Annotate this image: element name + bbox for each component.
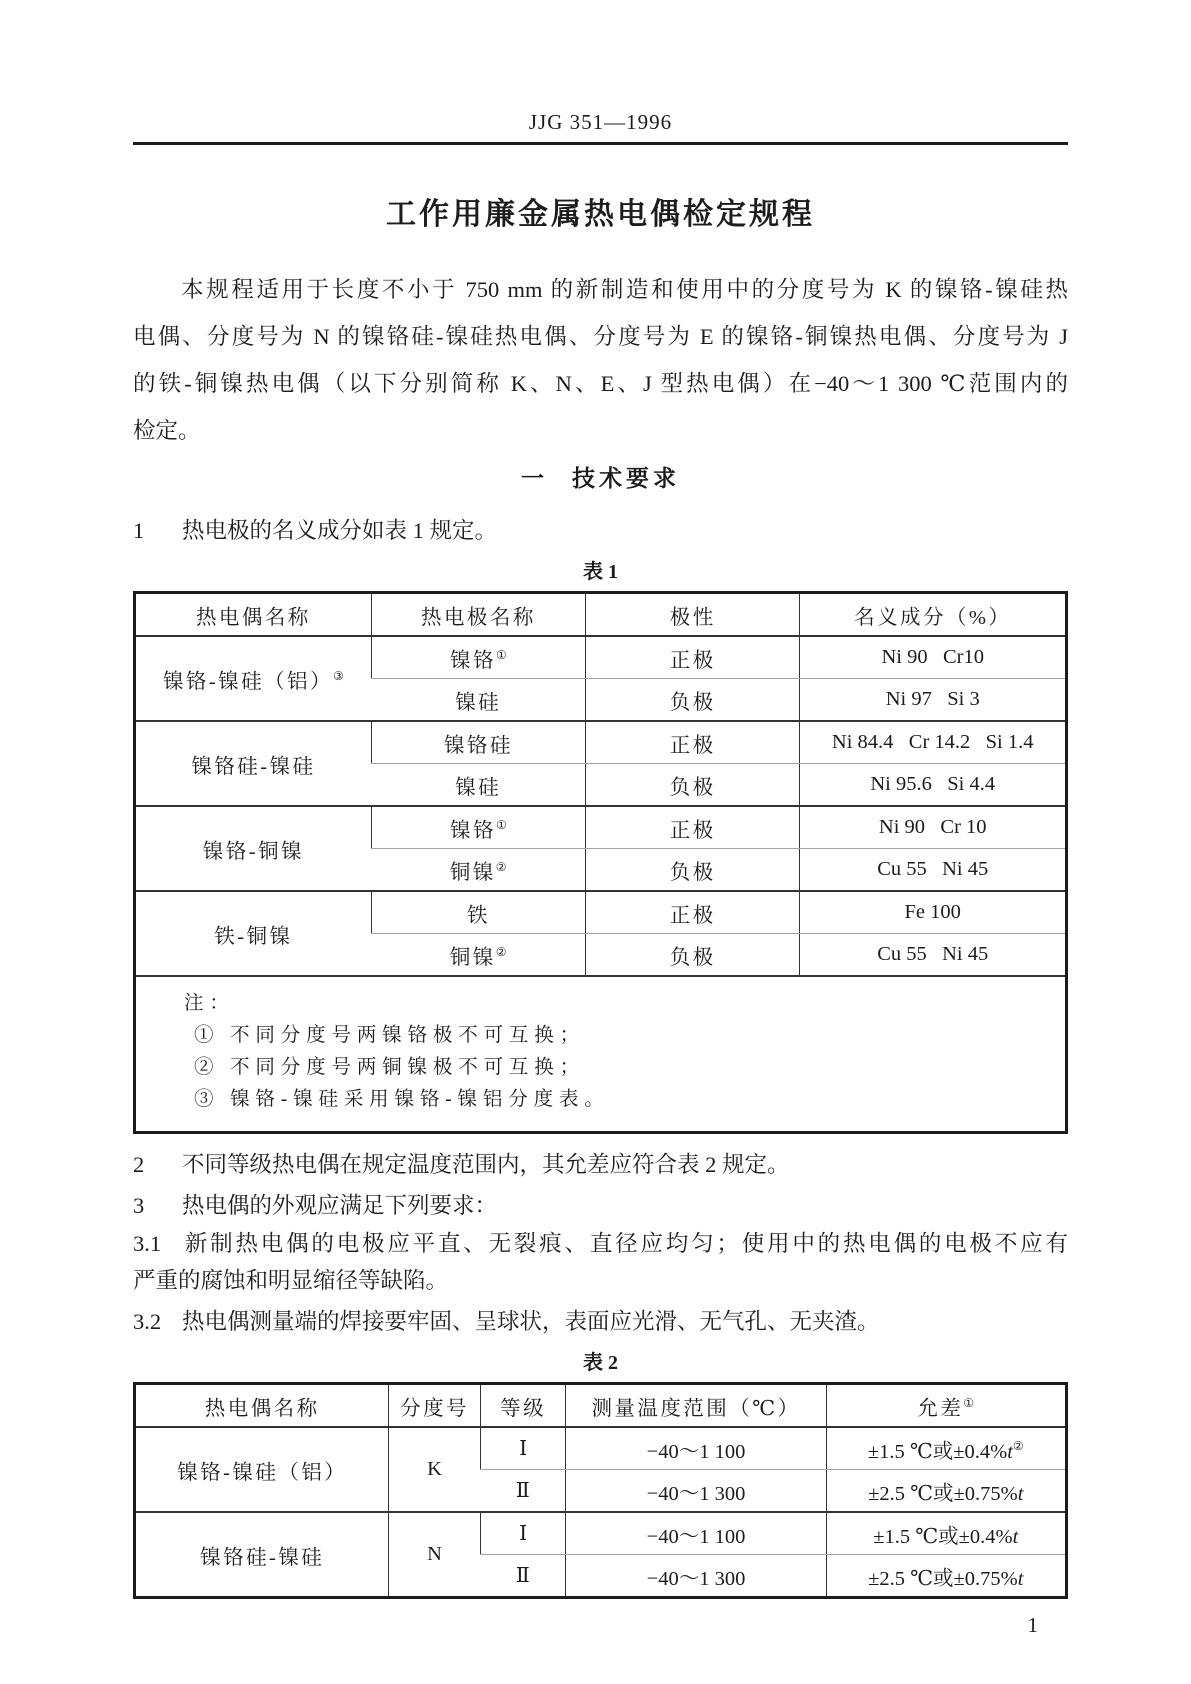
electrode-name: 铜镍 [449,861,496,884]
note-ref: ① [495,647,507,662]
electrode-name: 铁 [466,904,490,927]
tolerance-cell [826,1512,1067,1555]
polarity-cell: 正极 [586,891,800,934]
table-row [135,721,1067,764]
clause-number: 1 [133,518,145,543]
col-header-electrode-name: 热电极名称 [371,593,585,637]
composition-cell: Ni 97 Si 3 [800,679,1067,722]
thermocouple-name-cell [135,806,372,891]
electrode-name: 镍铬 [450,819,496,842]
clause-2 [133,1147,1068,1183]
electrode-name: 铜镍 [449,946,496,969]
thermocouple-name-cell: 镍铬硅-镍硅 [200,1546,325,1569]
electrode-cell [371,764,585,807]
table-1 [133,591,1068,1134]
thermocouple-name: 铁-铜镍 [214,925,293,948]
col-header-temperature-range: 测量温度范围（℃） [566,1384,826,1428]
intro-line: 检定。 [133,418,201,443]
grade-cell: Ⅱ [515,1565,530,1587]
col-header-tolerance [826,1384,1067,1428]
table-2 [133,1382,1068,1599]
table-row [135,1512,1067,1555]
tolerance-value: ±2.5 ℃或±0.75% [868,1567,1018,1590]
note-ref: ② [1012,1438,1024,1453]
clause-number: 3.2 [133,1309,162,1334]
clause-text: 热电极的名义成分如表 1 规定。 [182,518,498,543]
tolerance-cell [826,1427,1067,1470]
col-header-composition: 名义成分（%） [800,593,1067,637]
composition-cell: Ni 95.6 Si 4.4 [800,764,1067,807]
table-2-header-row [135,1384,1067,1428]
notes-label: 注： [184,993,235,1014]
grade-cell: Ⅰ [480,1427,566,1470]
electrode-name: 镍硅 [455,691,502,714]
col-header-grade: 等级 [480,1384,566,1428]
composition-cell: Cu 55 Ni 45 [800,849,1067,892]
table-1-header-row [135,593,1067,637]
tolerance-value: ±1.5 ℃或±0.4% [867,1440,1008,1463]
tolerance-label: 允差 [917,1397,964,1420]
electrode-cell [371,679,585,722]
tolerance-variable: t [1007,1440,1013,1463]
thermocouple-name-cell [135,891,372,976]
note-ref: ② [495,944,507,959]
table-row [135,636,1067,679]
tolerance-value: ±1.5 ℃或±0.4% [873,1525,1013,1548]
table-1-notes [135,976,1067,1133]
clause-text: 热电偶的外观应满足下列要求： [182,1193,498,1218]
electrode-cell [371,849,585,892]
composition-cell: Fe 100 [800,891,1067,934]
note-ref: ① [495,817,507,832]
composition-cell: Cu 55 Ni 45 [800,934,1067,977]
col-header-polarity: 极性 [586,593,800,637]
note-ref: ① [963,1395,975,1410]
col-header-thermocouple-name: 热电偶名称 [135,593,372,637]
temperature-range-cell: −40～1 300 [566,1555,826,1598]
standard-number: JJG 351—1996 [528,110,673,134]
note-ref: ② [495,859,507,874]
intro-line: 本规程适用于长度不小于 750 mm 的新制造和使用中的分度号为 K 的镍铬-镍硅热 [181,277,1068,302]
intro-line: 的铁-铜镍热电偶（以下分别简称 K、N、E、J 型热电偶）在−40～1 300 ℃范围内的 [133,371,1068,396]
temperature-range-cell: −40～1 300 [566,1470,826,1513]
temperature-range-cell: −40～1 100 [566,1427,826,1470]
temperature-range-cell: −40～1 100 [566,1512,826,1555]
clause-text: 热电偶测量端的焊接要牢固、呈球状，表面应光滑、无气孔、无夹渣。 [182,1309,880,1334]
header-rule [133,142,1068,145]
electrode-cell [371,806,585,849]
polarity-cell: 负极 [586,679,800,722]
index-number-cell: N [389,1512,480,1598]
electrode-name: 镍铬 [450,649,496,672]
tolerance-cell [826,1470,1067,1513]
col-header-index-number: 分度号 [389,1384,480,1428]
electrode-name: 镍硅 [455,776,502,799]
section-heading-technical-requirements [133,463,1068,495]
col-header-thermocouple-name: 热电偶名称 [135,1384,389,1428]
composition-cell: Ni 90 Cr 10 [800,806,1067,849]
table-row [135,891,1067,934]
polarity-cell: 正极 [586,721,800,764]
table-row [135,806,1067,849]
note-item: ② 不同分度号两铜镍极不可互换； [194,1057,585,1078]
polarity-cell: 正极 [586,636,800,679]
tolerance-variable: t [1017,1567,1024,1590]
section-number: 一 [521,466,544,491]
clause-number: 3 [133,1193,145,1218]
electrode-name: 镍铬硅 [443,734,513,757]
thermocouple-name: 镍铬-铜镍 [202,840,304,863]
clause-3-2 [133,1301,1068,1342]
electrode-cell [371,721,585,764]
note-item: ① 不同分度号两镍铬极不可互换； [194,1025,585,1046]
table-row [135,1427,1067,1470]
intro-paragraph [133,266,1068,454]
clause-1 [133,512,1068,549]
clause-number: 2 [133,1152,145,1177]
composition-cell: Ni 90 Cr10 [800,636,1067,679]
electrode-cell [371,934,585,977]
note-item: ③ 镍铬-镍硅采用镍铬-镍铝分度表。 [194,1089,610,1110]
thermocouple-name-cell: 镍铬-镍硅（铝） [135,1427,389,1512]
index-number-cell: K [389,1427,480,1512]
document-title: 工作用廉金属热电偶检定规程 [386,198,815,231]
thermocouple-name-cell [135,636,372,721]
section-title: 技术要求 [572,466,680,491]
tolerance-variable: t [1017,1482,1024,1505]
clause-line [133,1225,1068,1262]
clause-line: 严重的腐蚀和明显缩径等缺陷。 [133,1268,449,1293]
thermocouple-name: 镍铬硅-镍硅 [191,755,316,778]
polarity-cell: 负极 [586,764,800,807]
table-1-caption: 表 1 [583,561,618,583]
thermocouple-name: 镍铬-镍硅（铝） [162,670,333,693]
polarity-cell: 负极 [586,849,800,892]
polarity-cell: 正极 [586,806,800,849]
electrode-cell [371,636,585,679]
table-notes-row [135,976,1067,1133]
grade-cell: Ⅰ [480,1512,566,1555]
composition-cell: Ni 84.4 Cr 14.2 Si 1.4 [800,721,1067,764]
polarity-cell: 负极 [586,934,800,977]
intro-line: 电偶、分度号为 N 的镍铬硅-镍硅热电偶、分度号为 E 的镍铬-铜镍热电偶、分度号为 J [133,324,1068,349]
clause-text: 不同等级热电偶在规定温度范围内，其允差应符合表 2 规定。 [182,1152,790,1177]
clause-number: 3.1 [133,1231,162,1256]
page-number: 1 [1027,1613,1038,1637]
note-ref: ③ [332,668,344,683]
table-2-caption: 表 2 [583,1352,618,1374]
tolerance-variable: t [1012,1525,1019,1548]
electrode-cell [371,891,585,934]
thermocouple-name-cell [135,721,372,806]
clause-text: 新制热电偶的电极应平直、无裂痕、直径应均匀；使用中的热电偶的电极不应有 [182,1231,1068,1256]
grade-cell: Ⅱ [480,1470,566,1513]
tolerance-cell [826,1555,1067,1598]
clause-3 [133,1186,1068,1225]
tolerance-value: ±2.5 ℃或±0.75% [868,1482,1018,1505]
clause-3-1 [133,1225,1068,1299]
